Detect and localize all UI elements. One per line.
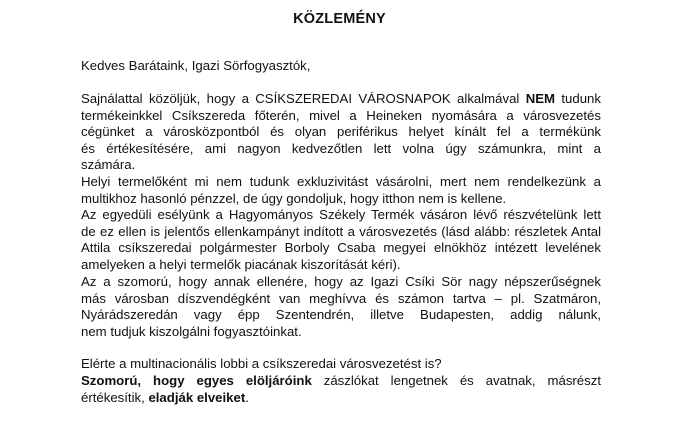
- paragraph-3: [81, 207, 601, 273]
- paragraph-1-line-1-end: tudunk: [561, 91, 601, 106]
- paragraph-5: [81, 373, 601, 406]
- greeting-text: Kedves Barátaink, Igazi Sörfogyasztók,: [81, 58, 311, 73]
- paragraph-5-emphasis-leaders: Szomorú, hogy egyes elöljáróink: [81, 373, 312, 388]
- question-paragraph: [81, 356, 601, 373]
- paragraph-3-line-4: amelyeken a helyi termelők piacának kiszorítását kéri).: [81, 256, 401, 272]
- paragraph-4-line-2: más városban díszvendégként van meghívva és számon tartva – pl. Szatmáron,: [81, 290, 601, 306]
- paragraph-1-line-1: [81, 91, 601, 108]
- paragraph-5-emphasis-principles: eladják elveiket: [148, 389, 246, 405]
- paragraph-1-line-4: és értékesítésére, ami nagyon kedvezőtlen lett volna úgy számunkra, mint a: [81, 140, 601, 156]
- paragraph-2-line-1: Helyi termelőként mi nem tudunk exkluzivitást vásárolni, mert nem rendelkezünk a: [81, 174, 601, 189]
- paragraph-4-line-1: Az a szomorú, hogy annak ellenére, hogy az Igazi Csíki Sör nagy népszerűségnek: [81, 274, 601, 289]
- paragraph-5-line-1: [81, 373, 601, 390]
- paragraph-1: [81, 91, 601, 174]
- paragraph-5-line-2-start: értékesítik,: [81, 389, 149, 405]
- paragraph-4-line-3: Nyárádszeredán vagy épp Szentendrén, illetve Budapesten, addig nálunk,: [81, 307, 601, 323]
- paragraph-3-line-3: Attila csíkszeredai polgármester Borboly Csaba megyei elnökhöz intézett levelének: [81, 240, 601, 256]
- paragraph-1-line-2: termékeinkkel Csíkszereda főterén, mivel a Heineken nyomására a városvezetés: [81, 107, 601, 123]
- paragraph-1-line-3: cégünket a városközpontból és olyan periférikus helyet kínált fel a termékünk: [81, 124, 601, 140]
- paragraph-1-line-1-start: Sajnálattal közöljük, hogy a CSÍKSZEREDAI VÁROSNAPOK alkalmával: [81, 91, 526, 106]
- greeting: [81, 58, 601, 75]
- paragraph-5-line-2-end: .: [245, 389, 249, 405]
- paragraph-5-line-2: [81, 390, 601, 407]
- paragraph-1-line-5: számára.: [81, 157, 136, 173]
- page-title: KÖZLEMÉNY: [293, 11, 386, 27]
- paragraph-2: [81, 174, 601, 207]
- paragraph-4-line-4: nem tudjuk kiszolgálni fogyasztóinkat.: [81, 323, 302, 339]
- paragraph-2-line-2: multikhoz hasonló pénzzel, de úgy gondoljuk, hogy itthon nem is kellene.: [81, 190, 507, 206]
- paragraph-4: [81, 274, 601, 340]
- question-text: Elérte a multinacionális lobbi a csíkszeredai városvezetést is?: [81, 356, 442, 371]
- paragraph-3-line-1: Az egyedüli esélyünk a Hagyományos Székely Termék vásáron lévő részvételünk lett: [81, 207, 601, 222]
- paragraph-5-line-1-end: zászlókat lengetnek és avatnak, másrészt: [323, 373, 601, 388]
- paragraph-1-emphasis-nem: NEM: [525, 91, 556, 106]
- paragraph-3-line-2: de ez ellen is jelentős ellenkampányt indított a városvezetés (lásd alább: részletek Antal: [81, 223, 601, 239]
